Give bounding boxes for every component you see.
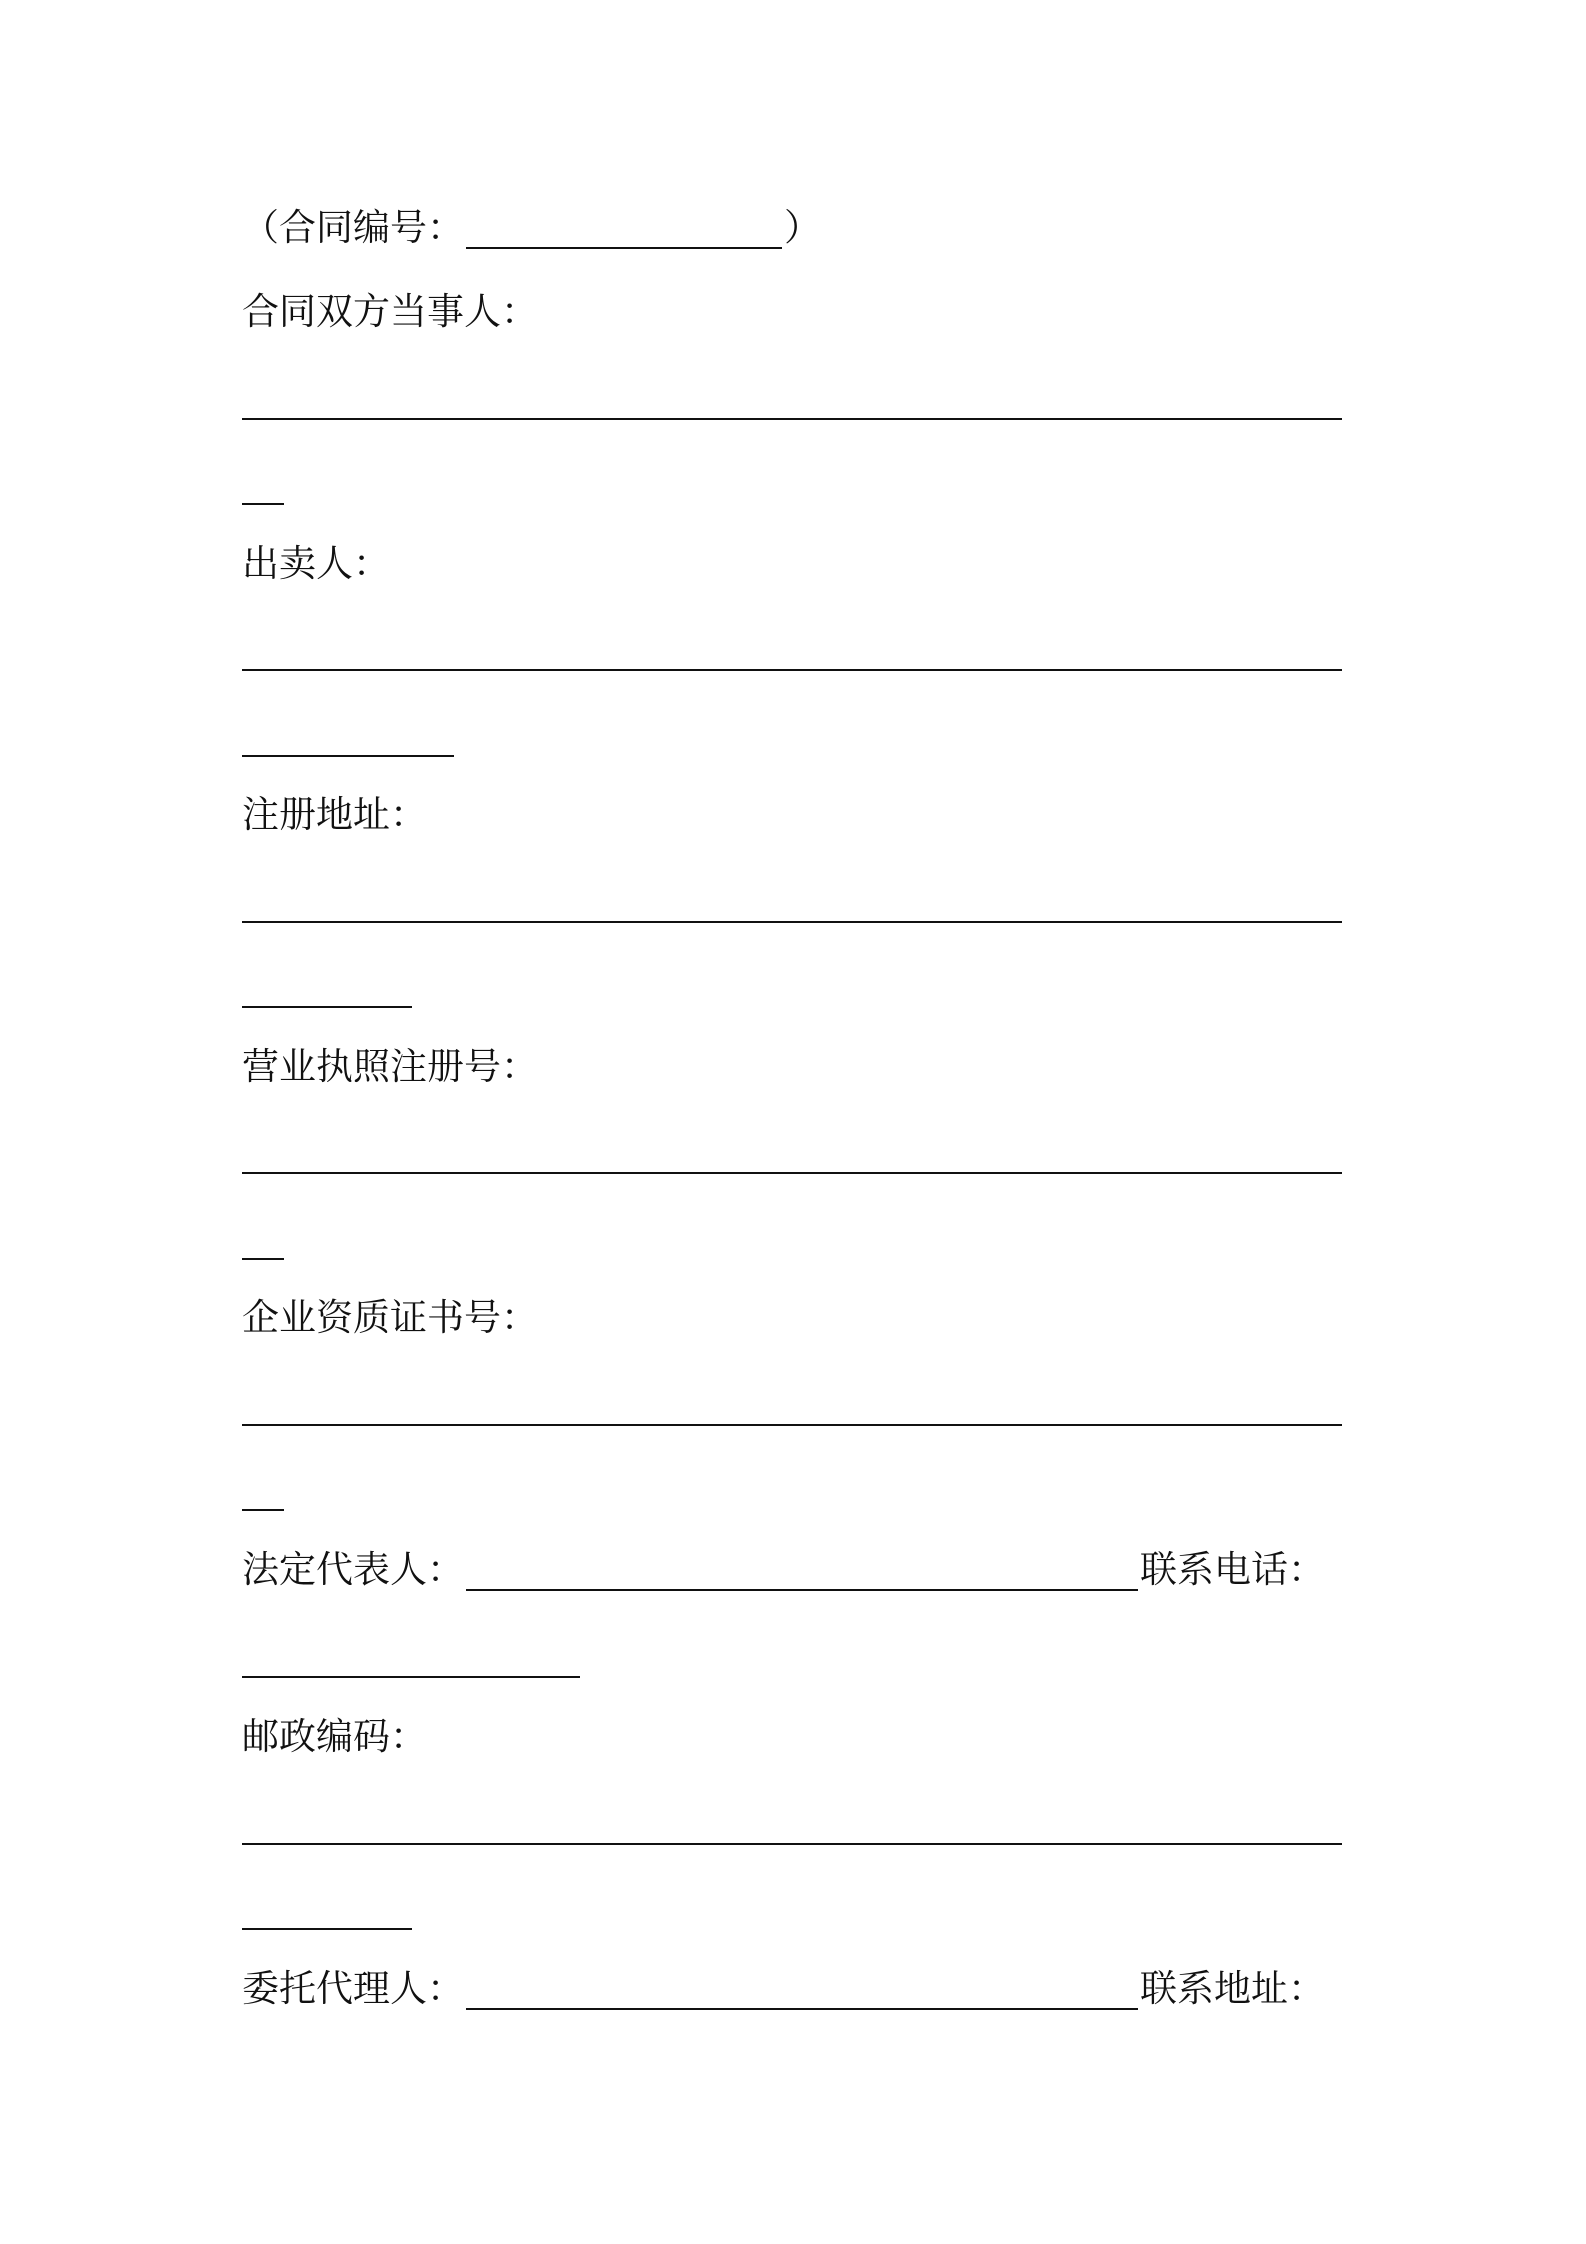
legal-rep-phone-label: 联系电话：: [1140, 1548, 1325, 1591]
agent-label: 委托代理人：: [242, 1967, 464, 2010]
postal-code-blank-line-2[interactable]: [242, 1928, 412, 1930]
registered-address-blank-line-1[interactable]: [242, 921, 1342, 923]
qualification-cert-blank-line-1[interactable]: [242, 1424, 1342, 1426]
legal-rep-phone-blank-line[interactable]: [242, 1676, 580, 1678]
seller-blank-line-2[interactable]: [242, 755, 454, 757]
registered-address-blank-line-2[interactable]: [242, 1006, 412, 1008]
seller-blank-line-1[interactable]: [242, 669, 1342, 671]
seller-label: 出卖人：: [242, 542, 390, 585]
parties-row: [242, 284, 538, 340]
agent-row: [242, 1961, 1325, 2017]
parties-blank-line-2[interactable]: [242, 503, 284, 505]
business-license-blank-line-2[interactable]: [242, 1258, 284, 1260]
qualification-cert-blank-line-2[interactable]: [242, 1509, 284, 1511]
business-license-label: 营业执照注册号：: [242, 1045, 538, 1088]
agent-blank[interactable]: [466, 1968, 1138, 2010]
seller-row: [242, 536, 390, 592]
contract-number-blank[interactable]: [466, 207, 782, 249]
agent-address-label: 联系地址：: [1140, 1967, 1325, 2010]
business-license-row: [242, 1039, 538, 1095]
legal-rep-row: [242, 1542, 1325, 1598]
postal-code-label: 邮政编码：: [242, 1715, 427, 1758]
postal-code-blank-line-1[interactable]: [242, 1843, 1342, 1845]
business-license-blank-line-1[interactable]: [242, 1172, 1342, 1174]
legal-rep-label: 法定代表人：: [242, 1548, 464, 1591]
contract-number-row: [242, 200, 821, 256]
contract-number-open-paren: （: [242, 206, 279, 249]
parties-blank-line-1[interactable]: [242, 418, 1342, 420]
contract-number-close-paren: ）: [784, 206, 821, 249]
legal-rep-blank[interactable]: [466, 1549, 1138, 1591]
qualification-cert-row: [242, 1290, 538, 1346]
postal-code-row: [242, 1709, 427, 1765]
parties-label: 合同双方当事人：: [242, 290, 538, 333]
qualification-cert-label: 企业资质证书号：: [242, 1296, 538, 1339]
registered-address-label: 注册地址：: [242, 793, 427, 836]
contract-number-label: 合同编号：: [279, 206, 464, 249]
registered-address-row: [242, 787, 427, 843]
